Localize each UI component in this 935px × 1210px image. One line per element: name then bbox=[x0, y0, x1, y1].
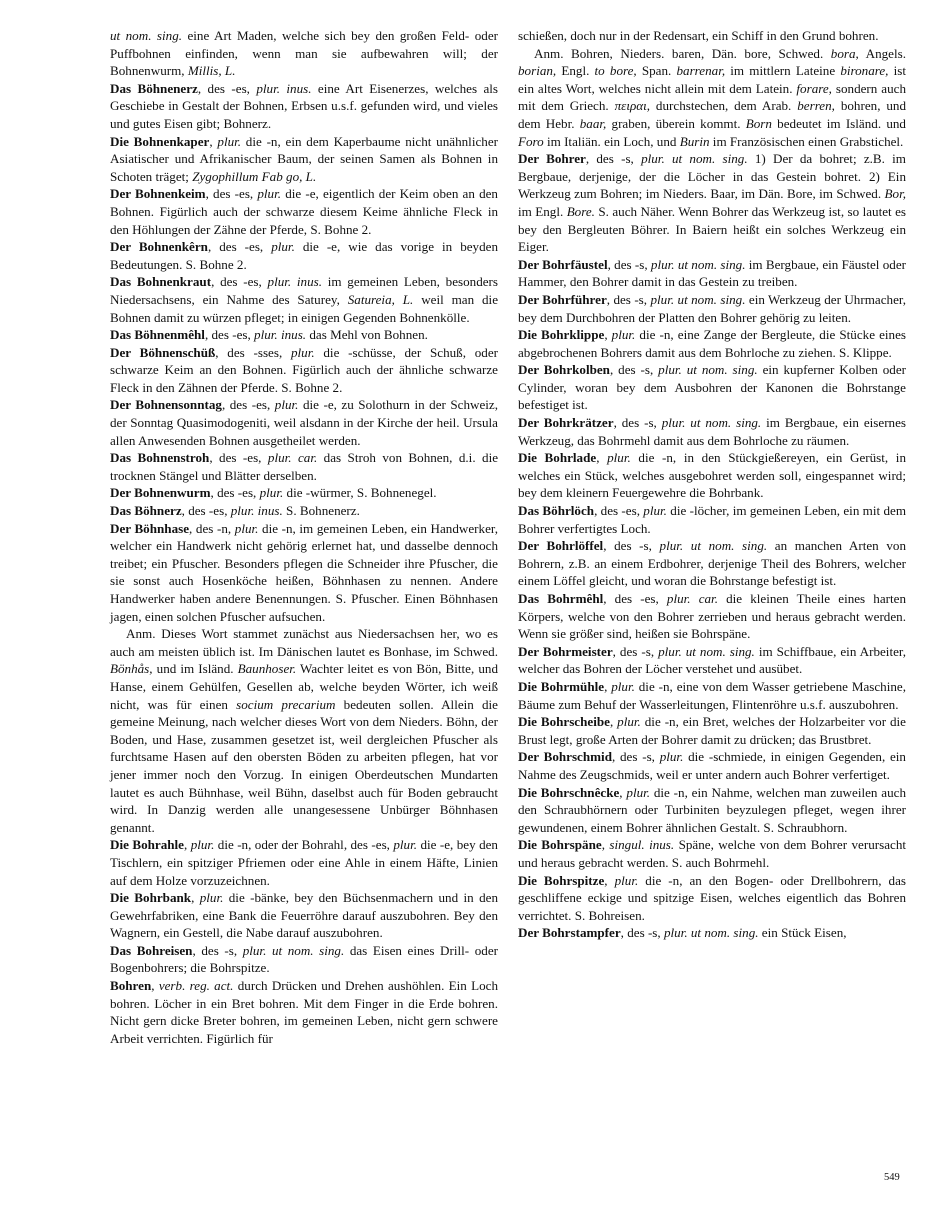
entry-text: weil man die Bohnen damit zu würzen pfleget; in einigen Gegenden Bohnenkölle. bbox=[110, 291, 499, 325]
entry-headword: Die Bohrmühle bbox=[518, 678, 605, 694]
entry-text: die -e, zu Solothurn in der Schweiz, der Sonntag Quasimodogeniti, weil alsdann in der Kirche der heil. Ursula allen Anwesenden Bohnen ausgetheilet werden. bbox=[110, 397, 499, 448]
entry-text: die -n, eine von dem Wasser getriebene Maschine, Bäume zum Behuf der Wasserleitungen, Flintenröhre u.s.f. auszubohren. bbox=[518, 678, 906, 712]
entry-text: im Französischen einen Grabstichel. bbox=[709, 133, 904, 149]
entry-text: die -n, ein Nahme, welchen man zuweilen auch den Schraubhörnern oder Turbiniten beyzulegen pfleget, wegen ihrer gewundenen, einem Bohrer ähnlichen Gestalt. S. Schraubhorn. bbox=[518, 784, 906, 835]
italic-text: bora, bbox=[830, 45, 859, 61]
entry-text: im Italiän. ein Loch, und bbox=[543, 133, 680, 149]
dictionary-entry bbox=[110, 484, 498, 502]
italic-text: plur. bbox=[611, 678, 635, 694]
dictionary-entry bbox=[110, 396, 498, 449]
entry-headword: Der Bohrstampfer bbox=[518, 925, 621, 941]
dictionary-entry bbox=[110, 27, 498, 80]
entry-headword: Der Bohrmeister bbox=[518, 643, 613, 659]
dictionary-entry bbox=[518, 713, 906, 748]
italic-text: ut nom. sing. bbox=[110, 28, 183, 43]
entry-text: , bbox=[604, 327, 612, 343]
entry-headword: Der Böhnhase bbox=[110, 520, 190, 536]
entry-text: , des -es, bbox=[205, 186, 258, 202]
entry-text: im Engl. bbox=[518, 203, 567, 219]
italic-text: forare, bbox=[796, 80, 832, 96]
entry-headword: Der Böhnenschüß bbox=[110, 344, 216, 360]
italic-text: plur. bbox=[274, 397, 299, 413]
entry-text: , des -n, bbox=[189, 520, 235, 536]
entry-text: bedeuten sollen. Allein die gemeine Meinung, nach welcher dieses Wort von dem Nieders. Böhn, der Boden, und Hase, zusammen gesetzet ist, weil dergleichen Pfuscher als furchtsame Hasen auf den obersten Böden zu arbeiten pflegen, hat vor jener immer noch den Vorzug. In einigen Oberdeutschen Mundarten lautet es auch Bühnhase, weil Bühn, daselbst auch für Boden gebraucht wird. In Danzig werden alle unangesessene Unbürger Böhnhasen genannt. bbox=[110, 696, 498, 835]
entry-text: Angels. bbox=[858, 45, 906, 61]
entry-headword: Der Bohrfäustel bbox=[518, 256, 608, 272]
entry-headword: Die Bohnenkaper bbox=[110, 133, 210, 149]
italic-text: plur. car. bbox=[267, 450, 318, 466]
entry-text: im Bergbaue, ein Fäustel oder Hammer, den Bohrer damit in das Gestein zu treiben. bbox=[518, 256, 906, 290]
entry-text: bohren, und dem Hebr. bbox=[518, 98, 906, 131]
entry-text: , des -s, bbox=[612, 643, 659, 659]
entry-text: im Bergbaue, ein eisernes Werkzeug, das Bohrmehl damit aus dem Bohrloche zu räumen. bbox=[518, 415, 907, 448]
entry-text: durch Drücken und Drehen aushöhlen. Ein Loch bohren. Löcher in ein Bret bohren. Mit dem Finger in die Erde bohren. Nicht gern dicke Breter bohren, im gemeinen Leben, nicht gern schwere Arbeit verrichten. Figürlich für bbox=[110, 978, 499, 1046]
entry-text: die -löcher, im gemeinen Leben, ein mit dem Bohrer verfertigtes Loch. bbox=[518, 503, 907, 536]
entry-headword: Das Bohnenkraut bbox=[110, 274, 212, 290]
italic-text: Baunhoser. bbox=[237, 661, 297, 677]
italic-text: plur. bbox=[217, 133, 242, 149]
page-number: 549 bbox=[884, 1172, 900, 1183]
entry-text: , des -s, bbox=[620, 925, 664, 941]
entry-text: durchstechen, dem Arab. bbox=[650, 98, 798, 114]
dictionary-entry bbox=[110, 502, 498, 520]
entry-headword: Die Bohrklippe bbox=[518, 327, 605, 343]
entry-headword: Der Bohnenkêrn bbox=[110, 239, 208, 255]
italic-text: plur. bbox=[290, 344, 315, 360]
entry-headword: Der Bohnenkeim bbox=[110, 186, 206, 202]
entry-text: ist ein altes Wort, welches nicht allein mit dem Latein. bbox=[518, 63, 906, 96]
italic-text: berren, bbox=[797, 98, 835, 114]
italic-text: plur. ut nom. sing. bbox=[650, 256, 746, 272]
entry-text: die kleinen Theile eines harten Körpers, welche von den Bohrer zerrieben und heraus gebracht werden. Wenn sie größer sind, heißen sie Bohrspäne. bbox=[518, 591, 907, 642]
italic-text: Bönhås, bbox=[110, 661, 153, 677]
entry-text: graben, überein kommt. bbox=[606, 115, 746, 131]
entry-text: , des -es, bbox=[594, 503, 644, 519]
dictionary-entry bbox=[110, 326, 498, 344]
dictionary-entry bbox=[110, 273, 498, 326]
entry-text: sondern auch mit dem Griech. bbox=[518, 80, 906, 114]
entry-text: Späne, welche von dem Bohrer verursacht und heraus gebracht werden. S. auch Bohrmehl. bbox=[518, 837, 907, 870]
italic-text: plur. inus. bbox=[267, 274, 323, 290]
entry-headword: Der Bohrführer bbox=[518, 291, 607, 307]
entry-headword: Die Bohrscheibe bbox=[518, 714, 610, 730]
entry-text: Engl. bbox=[556, 63, 595, 79]
entry-text: , bbox=[601, 837, 610, 853]
entry-headword: Das Bohreisen bbox=[110, 942, 193, 958]
entry-text: , bbox=[209, 133, 218, 149]
entry-text: Span. bbox=[636, 63, 677, 79]
dictionary-entry bbox=[518, 326, 906, 361]
entry-text: , des -s, bbox=[585, 151, 642, 167]
entry-text: , bbox=[604, 872, 615, 888]
italic-text: Born bbox=[745, 115, 772, 131]
dictionary-entry bbox=[518, 361, 906, 414]
entry-headword: Das Böhnenerz bbox=[110, 80, 198, 96]
entry-text: , bbox=[609, 714, 618, 730]
entry-text: das Stroh von Bohnen, d.i. die trocknen Stängel und Blätter derselben. bbox=[110, 450, 499, 483]
entry-text: , des -es, bbox=[181, 503, 231, 519]
dictionary-entry bbox=[518, 643, 906, 678]
entry-headword: Der Bohrkrätzer bbox=[518, 415, 614, 431]
entry-headword: Das Böhnenmêhl bbox=[110, 327, 205, 343]
italic-text: to bore, bbox=[594, 63, 637, 79]
italic-text: plur. bbox=[271, 239, 295, 255]
entry-text: , des -es, bbox=[603, 591, 667, 606]
italic-text: plur. ut nom. sing. bbox=[242, 942, 345, 958]
entry-text: die -e, eigentlich der Keim oben an den Bohnen. Figürlich auch der schwarze diesem Keime ähnliche Fleck in den Höhlungen der Zähne der Pferde, S. Bohne 2. bbox=[110, 186, 498, 237]
entry-headword: Das Bohnenstroh bbox=[110, 450, 210, 466]
italic-text: plur. bbox=[626, 784, 651, 800]
entry-headword: Die Bohrlade bbox=[518, 450, 597, 466]
italic-text: plur. ut nom. sing. bbox=[661, 415, 762, 431]
entry-text: im Schiffbaue, ein Arbeiter, welcher das Bohren der Löcher verstehet und ausübet. bbox=[518, 643, 907, 677]
entry-text: , des -es, bbox=[211, 274, 268, 290]
entry-text: , des -s, bbox=[607, 256, 651, 272]
dictionary-entry bbox=[518, 836, 906, 871]
dictionary-entry bbox=[110, 520, 498, 626]
italic-text: singul. inus. bbox=[609, 837, 675, 853]
italic-text: plur. car. bbox=[666, 591, 718, 606]
entry-text: , bbox=[151, 978, 159, 994]
entry-headword: Der Bohrkolben bbox=[518, 362, 610, 378]
entry-text: im mittlern Lateine bbox=[725, 63, 841, 79]
italic-text: socium precarium bbox=[236, 696, 336, 712]
italic-text: plur. bbox=[643, 503, 667, 519]
italic-text: Bore. bbox=[566, 203, 595, 219]
dictionary-entry bbox=[110, 80, 498, 133]
entry-text: Anm. Bohren, Nieders. baren, Dän. bore, Schwed. bbox=[534, 45, 831, 61]
entry-headword: Die Bohrspäne bbox=[518, 837, 602, 853]
italic-text: bironare, bbox=[840, 63, 889, 79]
italic-text: πειραι, bbox=[614, 98, 651, 114]
entry-text: die -n, ein Bret, welches der Holzarbeiter vor die Brust legt, große Arten der Bohrer damit zu drücken; das Brustbret. bbox=[518, 714, 906, 747]
italic-text: plur. inus. bbox=[254, 327, 307, 343]
dictionary-entry bbox=[518, 678, 906, 713]
italic-text: barrenar, bbox=[676, 63, 726, 79]
entry-text: und im Isländ. bbox=[152, 661, 238, 677]
italic-text: plur. bbox=[257, 186, 282, 202]
entry-text: das Eisen eines Drill- oder Bogenbohrers; die Bohrspitze. bbox=[110, 942, 498, 976]
italic-text: plur. bbox=[190, 837, 215, 853]
entry-text: ein Stück Eisen, bbox=[758, 925, 847, 941]
entry-text: , des -es, bbox=[209, 450, 268, 466]
italic-text: borian, bbox=[518, 63, 557, 79]
entry-text: , des -es, bbox=[221, 397, 275, 413]
italic-text: plur. ut nom. sing. bbox=[658, 362, 758, 378]
dictionary-entry bbox=[518, 748, 906, 783]
entry-text: , des -s, bbox=[603, 538, 660, 554]
italic-text: plur. bbox=[659, 749, 684, 765]
entry-text: eine Art Eisenerzes, welches als Geschiebe in Gestalt der Bohnen, Erbsen u.s.f. gefunden wird, und vieles und gutes Eisen gibt; Bohnerz. bbox=[110, 80, 498, 131]
entry-text: die -n, im gemeinen Leben, ein Handwerker, welcher ein Handwerk nicht gehörig erlernet hat, und dasselbe dennoch treibet; ein Pfuscher. Besonders pflegen die Schneider ihre Pfuscher, die sie sonst auch Hosenköche heißen, Böhnhasen zu nennen. Andere Handwerker haben andere Benennungen. S. Pfuscher. Einen Böhnhasen jagen, einen solchen Pfuscher aufsuchen. bbox=[110, 520, 498, 624]
entry-headword: Der Bohrschmid bbox=[518, 749, 612, 765]
dictionary-entry bbox=[110, 625, 498, 836]
italic-text: plur. bbox=[617, 714, 641, 730]
entry-headword: Das Böhnerz bbox=[110, 503, 182, 519]
dictionary-entry bbox=[518, 45, 906, 151]
dictionary-entry bbox=[518, 872, 906, 925]
entry-text: schießen, doch nur in der Redensart, ein Schiff in den Grund bohren. bbox=[518, 28, 879, 43]
italic-text: plur. ut nom. sing. bbox=[650, 291, 746, 307]
dictionary-entry bbox=[110, 133, 498, 186]
dictionary-entry bbox=[518, 256, 906, 291]
italic-text: plur. bbox=[614, 872, 639, 888]
entry-text: , bbox=[604, 678, 612, 694]
entry-headword: Der Bohnenwurm bbox=[110, 485, 211, 501]
italic-text: plur. ut nom. sing. bbox=[658, 643, 755, 659]
italic-text: plur. inus. bbox=[230, 503, 283, 519]
entry-text: , des -es, bbox=[207, 239, 272, 255]
italic-text: Satureia, L. bbox=[347, 291, 414, 307]
italic-text: plur. bbox=[607, 450, 631, 466]
entry-text: , bbox=[596, 450, 608, 466]
entry-text: , des -s, bbox=[606, 291, 651, 307]
dictionary-entry bbox=[518, 537, 906, 590]
italic-text: plur. ut nom. sing. bbox=[641, 151, 748, 167]
entry-text: die -n, ein dem Kaperbaume nicht unähnlicher Asiatischer und Afrikanischer Baum, der seinen Samen als Bohnen in Schoten träget; bbox=[110, 133, 498, 184]
entry-headword: Bohren bbox=[110, 978, 152, 994]
entry-text: im gemeinen Leben, besonders Niedersachsens, ein Nahme des Saturey, bbox=[110, 274, 499, 307]
entry-headword: Der Bohrlöffel bbox=[518, 538, 604, 554]
entry-text: , des -es, bbox=[204, 327, 255, 343]
dictionary-entry bbox=[518, 502, 906, 537]
dictionary-entry bbox=[518, 924, 906, 942]
italic-text: plur. ut nom. sing. bbox=[663, 925, 759, 941]
dictionary-entry bbox=[110, 977, 498, 1047]
entry-text: , bbox=[191, 890, 200, 906]
entry-headword: Der Bohnensonntag bbox=[110, 397, 222, 413]
italic-text: Bor, bbox=[884, 186, 906, 202]
entry-text: ein Werkzeug der Uhrmacher, bey dem Durchbohren der Platten den Bohrer gehörig zu leiten. bbox=[518, 291, 906, 325]
dictionary-entry bbox=[518, 291, 906, 326]
entry-text: , des -s, bbox=[611, 749, 660, 765]
entry-text: die -n, in den Stückgießereyen, ein Gerüst, in welches ein Stück, welches ausgebohret werden soll, eingespannet wird; bey dem kleinern Feuergewehre die Bohrbank. bbox=[518, 450, 906, 501]
entry-text: die -n, eine Zange der Bergleute, die Stücke eines abgebrochenen Bohrers damit aus dem Bohrloche zu ziehen. S. Klippe. bbox=[518, 327, 906, 360]
entry-text: das Mehl von Bohnen. bbox=[306, 327, 428, 343]
entry-text: bedeutet im Isländ. und bbox=[771, 115, 906, 131]
entry-text: die -schmiede, in einigen Gegenden, ein Nahme des Zeugschmids, weil er unter andern auch Bohrer verfertiget. bbox=[518, 749, 906, 782]
italic-text: Zygophillum Fab go, L. bbox=[192, 168, 317, 184]
entry-text: eine Art Maden, welche sich bey den großen Feld- oder Puffbohnen einfinden, wenn man sie aufbewahren will; der Bohnenwurm, bbox=[110, 28, 499, 79]
italic-text: plur. bbox=[199, 890, 224, 906]
entry-text: S. auch Näher. Wenn Bohrer das Werkzeug ist, so lautet es bey den Bergleuten Böhrer. In Baiern heißt ein solches Werkzeug ein Eiger. bbox=[518, 203, 906, 255]
dictionary-entry bbox=[110, 238, 498, 273]
entry-headword: Die Bohrschnêcke bbox=[518, 784, 620, 800]
entry-text: die -schüsse, der Schuß, oder schwarze Keim an den Bohnen. Figürlich auch der ähnliche schwarze Fleck in den Zähnen der Pferde. S. Bohne 2. bbox=[110, 344, 498, 395]
entry-headword: Die Bohrahle bbox=[110, 837, 184, 853]
italic-text: Millis, L. bbox=[187, 63, 236, 79]
entry-text: 1) Der da bohret; z.B. im Bergbaue, derjenige, der die Löcher in das Gestein bohret. 2) Ein Werkzeug zum Bohren; im Nieders. Baar, im Dän. Bore, im Schwed. bbox=[518, 151, 906, 202]
right-column bbox=[518, 27, 906, 942]
dictionary-entry bbox=[518, 590, 906, 643]
entry-headword: Das Bohrmêhl bbox=[518, 591, 604, 606]
entry-text: die -bänke, bey den Büchsenmachern und in den Gewehrfabriken, eine Bank die Feuerröhre darauf auszubohren. Bey den Wagnern, ein Gestell, die Nabe darauf auszubohren. bbox=[110, 890, 499, 941]
italic-text: plur. bbox=[393, 837, 418, 853]
italic-text: verb. reg. act. bbox=[158, 978, 234, 994]
dictionary-entry bbox=[110, 836, 498, 889]
entry-text: die -e, wie das vorige in beyden Bedeutungen. S. Bohne 2. bbox=[110, 239, 499, 272]
entry-headword: Der Bohrer bbox=[518, 151, 586, 167]
dictionary-entry bbox=[110, 942, 498, 977]
dictionary-entry bbox=[518, 784, 906, 837]
dictionary-entry bbox=[110, 185, 498, 238]
entry-text: , bbox=[619, 784, 627, 800]
dictionary-entry bbox=[518, 414, 906, 449]
entry-text: Anm. Dieses Wort stammet zunächst aus Niedersachsen her, wo es auch am meisten üblich ist. Im Dänischen lautet es Bonhase, im Schwed. bbox=[110, 626, 498, 659]
dictionary-entry bbox=[110, 344, 498, 397]
entry-text: , des -s, bbox=[613, 415, 662, 431]
entry-text: an manchen Arten von Bohrern, z.B. an einem Erdbohrer, derjenige Theil des Bohrers, welcher einem Löffel gleicht, und woran die Bohrstange befestigt ist. bbox=[518, 538, 906, 589]
entry-headword: Die Bohrbank bbox=[110, 890, 192, 906]
italic-text: plur. bbox=[234, 520, 259, 536]
entry-text: , des -sses, bbox=[215, 344, 291, 360]
entry-headword: Die Bohrspitze bbox=[518, 872, 605, 888]
dictionary-entry bbox=[110, 449, 498, 484]
entry-text: die -n, an den Bogen- oder Drellbohrern, das geschliffene eckige und spitzige Eisen, welches eigentlich das Bohren verrichtet. S. Bohreisen. bbox=[518, 872, 906, 923]
entry-text: ein kupferner Kolben oder Cylinder, woran bey dem Ausbohren der Kanonen die Bohrstange befestiget ist. bbox=[518, 362, 907, 413]
entry-text: , des -es, bbox=[210, 485, 260, 501]
dictionary-entry bbox=[518, 27, 906, 45]
entry-text: die -e, bey den Tischlern, ein spitziger Pfriemen oder eine Ahle in einem Häfte, Linien auf dem Holze vorzuzeichnen. bbox=[110, 837, 498, 888]
italic-text: plur. inus. bbox=[256, 80, 312, 96]
entry-text: , bbox=[183, 837, 191, 853]
italic-text: plur. ut nom. sing. bbox=[659, 538, 768, 554]
entry-text: S. Bohnenerz. bbox=[282, 503, 360, 519]
italic-text: baar, bbox=[579, 115, 607, 131]
italic-text: plur. bbox=[259, 485, 284, 501]
italic-text: Burin bbox=[679, 133, 710, 149]
entry-headword: Das Böhrlöch bbox=[518, 503, 595, 519]
entry-text: , des -es, bbox=[197, 80, 257, 96]
entry-text: die -würmer, S. Bohnenegel. bbox=[283, 485, 437, 501]
dictionary-entry bbox=[110, 889, 498, 942]
italic-text: Foro bbox=[518, 133, 544, 149]
entry-text: , des -s, bbox=[609, 362, 659, 378]
entry-text: Wachter leitet es von Bön, Bitte, und Hanse, einem Gehülfen, Gesellen ab, welche beyden Wörter, ich weiß nicht, was für einen bbox=[110, 661, 498, 712]
dictionary-entry bbox=[518, 449, 906, 502]
entry-text: , des -s, bbox=[192, 942, 243, 958]
dictionary-entry bbox=[518, 150, 906, 256]
entry-text: die -n, oder der Bohrahl, des -es, bbox=[214, 837, 394, 853]
italic-text: plur. bbox=[611, 327, 636, 343]
left-column bbox=[110, 27, 498, 1047]
